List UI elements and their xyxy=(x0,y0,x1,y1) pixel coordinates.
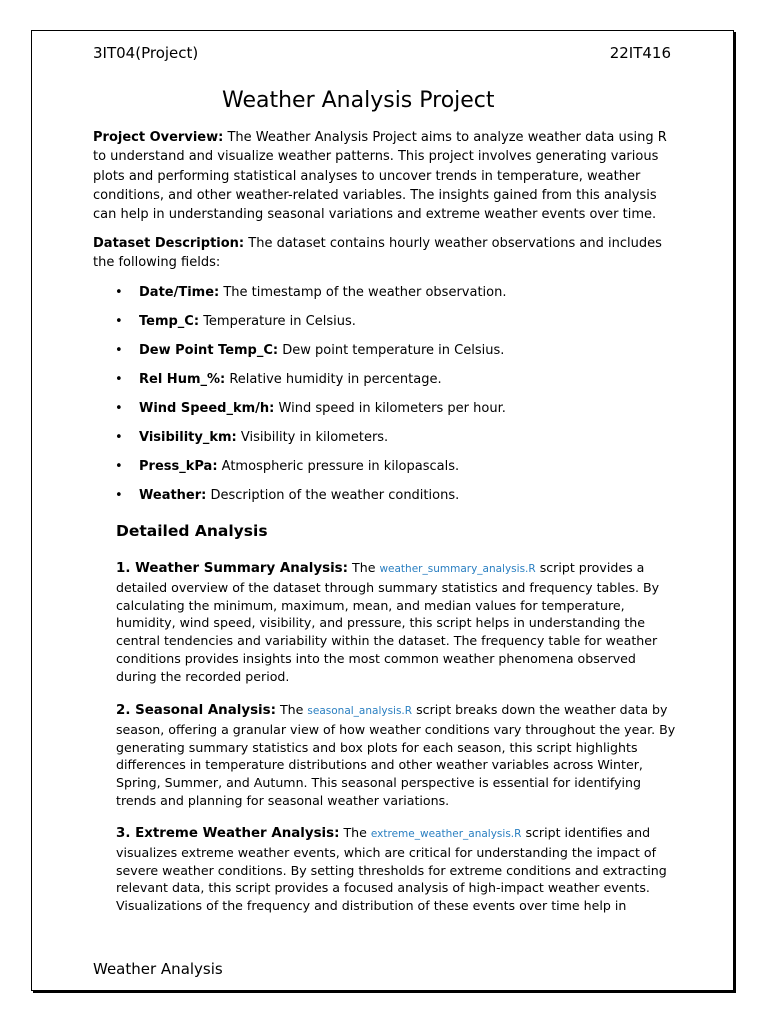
detailed-analysis-heading: Detailed Analysis xyxy=(116,522,268,540)
overview-label: Project Overview: xyxy=(93,130,224,145)
page-footer: Weather Analysis xyxy=(93,960,223,978)
list-item xyxy=(93,312,673,341)
list-item xyxy=(93,428,673,457)
script-filename-link[interactable]: extreme_weather_analysis.R xyxy=(370,828,522,840)
field-name: Dew Point Temp_C: xyxy=(139,343,279,358)
section-pre: The xyxy=(275,702,308,717)
script-filename-link[interactable]: seasonal_analysis.R xyxy=(307,705,413,717)
list-item xyxy=(93,341,673,370)
section-pre: The xyxy=(339,825,371,840)
field-description: Dew point temperature in Celsius. xyxy=(278,343,505,358)
bullet-icon: • xyxy=(115,372,123,387)
field-name: Date/Time: xyxy=(139,285,220,300)
extreme-weather-section xyxy=(116,824,676,915)
section-text: script provides a detailed overview of the dataset through summary statistics and frequency tables. By calculating the minimum, maximum, mean, and median values for temperature, humidity, wind speed, visibility, and pressure, this script helps in understanding the central tendencies and variability within the dataset. The frequency table for weather conditions provides insights into the most common weather phenomena observed during the recorded period. xyxy=(116,560,660,684)
student-id: 22IT416 xyxy=(609,44,671,62)
weather-summary-section xyxy=(116,559,676,686)
section-heading: 2. Seasonal Analysis: xyxy=(116,703,276,718)
dataset-description-paragraph xyxy=(93,234,673,273)
field-description: Description of the weather conditions. xyxy=(206,488,460,503)
section-heading: 1. Weather Summary Analysis: xyxy=(116,561,349,576)
bullet-icon: • xyxy=(115,459,123,474)
list-item xyxy=(93,399,673,428)
list-item xyxy=(93,370,673,399)
bullet-icon: • xyxy=(115,430,123,445)
script-filename-link[interactable]: weather_summary_analysis.R xyxy=(379,563,536,575)
dataset-text: The dataset contains hourly weather observations and includes the following fields: xyxy=(93,236,662,271)
list-item xyxy=(93,283,673,312)
dataset-label: Dataset Description: xyxy=(93,236,245,251)
field-name: Rel Hum_%: xyxy=(139,372,226,387)
bullet-icon: • xyxy=(115,401,123,416)
list-item xyxy=(93,457,673,486)
field-list xyxy=(93,283,673,515)
list-item xyxy=(93,486,673,515)
document-title: Weather Analysis Project xyxy=(222,88,495,113)
field-name: Visibility_km: xyxy=(139,430,237,445)
field-name: Weather: xyxy=(139,488,207,503)
section-text: script identifies and visualizes extreme weather events, which are critical for understanding the impact of severe weather conditions. By setting thresholds for extreme conditions and extracting relevant data, this script provides a focused analysis of high-impact weather events. Visualizations of the frequency and distribution of these events over time help in xyxy=(116,825,667,914)
bullet-icon: • xyxy=(115,285,123,300)
field-description: Atmospheric pressure in kilopascals. xyxy=(217,459,460,474)
section-heading: 3. Extreme Weather Analysis: xyxy=(116,826,340,841)
field-description: Wind speed in kilometers per hour. xyxy=(274,401,506,416)
bullet-icon: • xyxy=(115,343,123,358)
bullet-icon: • xyxy=(115,314,123,329)
field-description: Visibility in kilometers. xyxy=(236,430,389,445)
field-description: Temperature in Celsius. xyxy=(199,314,356,329)
project-overview-paragraph xyxy=(93,128,673,224)
bullet-icon: • xyxy=(115,488,123,503)
field-description: The timestamp of the weather observation. xyxy=(219,285,507,300)
field-description: Relative humidity in percentage. xyxy=(225,372,442,387)
section-text: script breaks down the weather data by season, offering a granular view of how weather conditions vary throughout the year. By generating summary statistics and box plots for each season, this script highlights differences in temperature distributions and other weather variables across Winter, Spring, Summer, and Autumn. This seasonal perspective is essential for identifying trends and planning for seasonal weather variations. xyxy=(116,702,676,808)
field-name: Press_kPa: xyxy=(139,459,218,474)
course-code: 3IT04(Project) xyxy=(93,44,199,62)
seasonal-analysis-section xyxy=(116,701,676,810)
field-name: Wind Speed_km/h: xyxy=(139,401,275,416)
field-name: Temp_C: xyxy=(139,314,200,329)
section-pre: The xyxy=(348,560,380,575)
overview-text: The Weather Analysis Project aims to analyze weather data using R to understand and visualize weather patterns. This project involves generating various plots and performing statistical analyses to uncover trends in temperature, weather conditions, and other weather-related variables. The insights gained from this analysis can help in understanding seasonal variations and extreme weather events over time. xyxy=(93,130,667,223)
